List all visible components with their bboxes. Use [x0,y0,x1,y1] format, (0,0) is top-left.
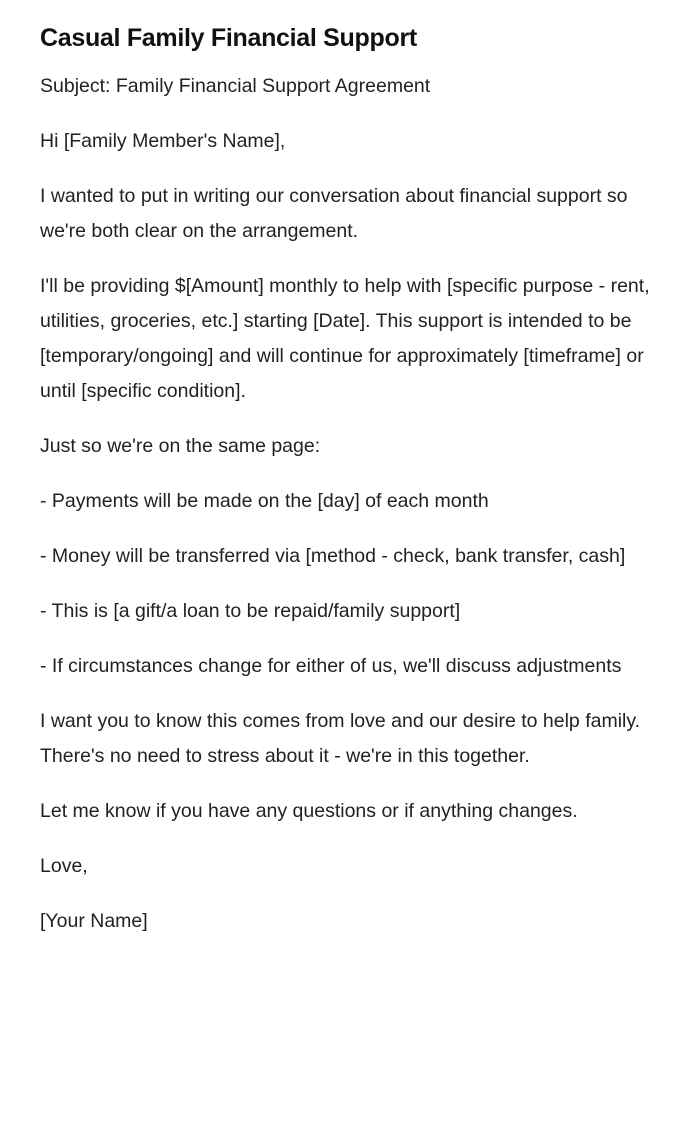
paragraph: Just so we're on the same page: [40,435,321,457]
list-item: - Money will be transferred via [method - check, bank transfer, cash] [40,545,626,567]
paragraph: I'll be providing $[Amount] monthly to help with [specific purpose - rent, utilities, groceries, etc.] starting [Date]. This support is intended to be [temporary/ongoing] and will continue for approximately [timeframe] or until [specific condition]. [40,275,650,402]
subject-line: Subject: Family Financial Support Agreement [40,75,431,97]
list-item: - If circumstances change for either of us, we'll discuss adjustments [40,655,622,677]
paragraph: I want you to know this comes from love and our desire to help family. There's no need to stress about it - we're in this together. [40,710,641,767]
closing: Love, [40,855,88,877]
greeting: Hi [Family Member's Name], [40,130,286,152]
list-item: - This is [a gift/a loan to be repaid/family support] [40,600,461,622]
paragraph: Let me know if you have any questions or if anything changes. [40,800,578,822]
document-title: Casual Family Financial Support [40,24,417,52]
signature: [Your Name] [40,910,148,932]
list-item: - Payments will be made on the [day] of each month [40,490,489,512]
paragraph: I wanted to put in writing our conversation about financial support so we're both clear on the arrangement. [40,185,628,242]
